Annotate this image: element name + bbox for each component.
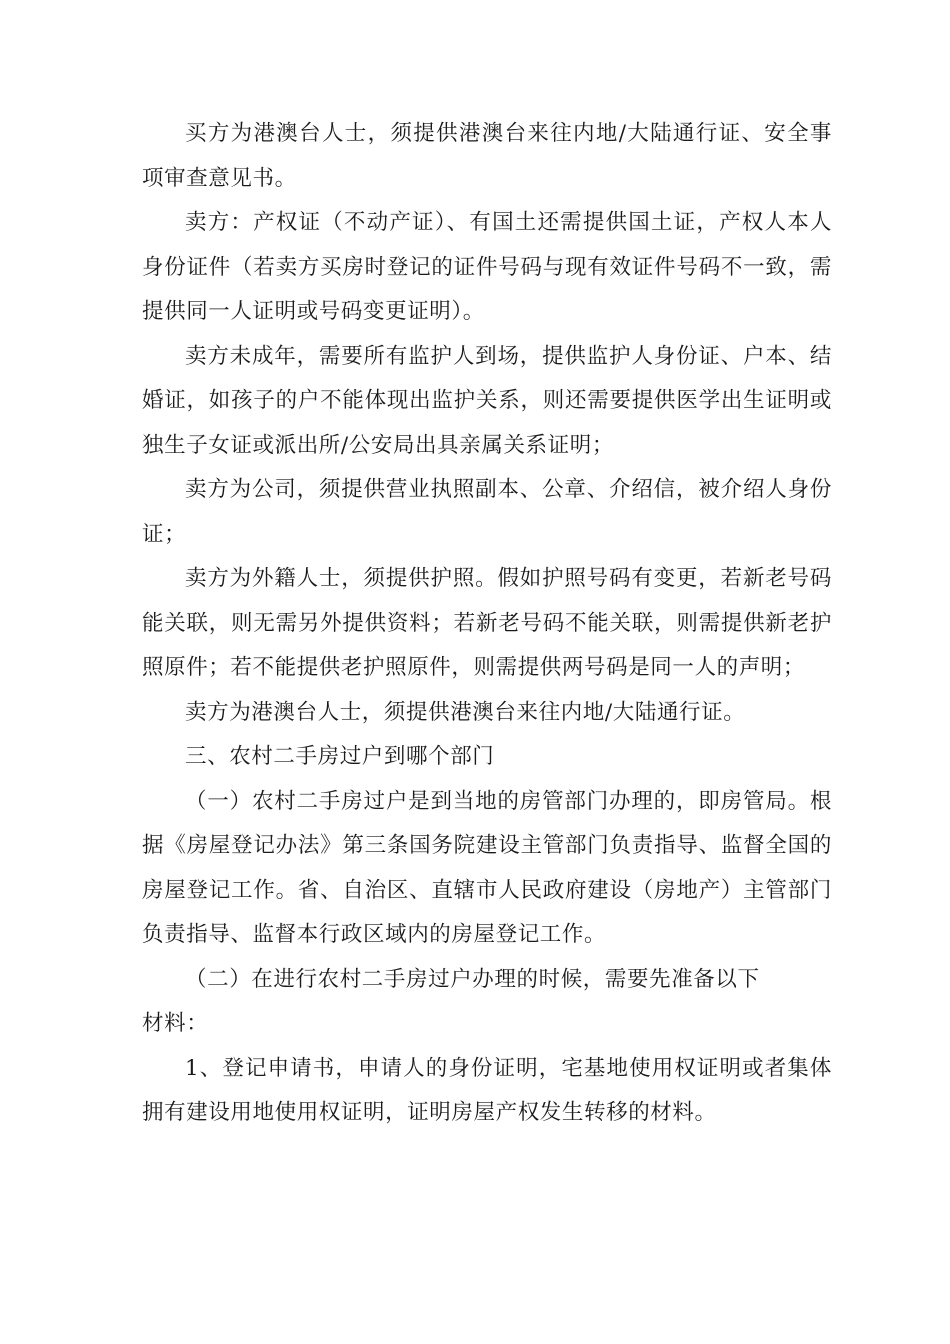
section-heading-department: 三、农村二手房过户到哪个部门 (185, 744, 495, 769)
paragraph-material-item-1: 1、登记申请书，申请人的身份证明，宅基地使用权证明或者集体拥有建设用地使用权证明，证明房屋产权发生转移的材料。 (142, 1055, 832, 1125)
paragraph-seller-minor: 卖方未成年，需要所有监护人到场，提供监护人身份证、户本、结婚证，如孩子的户不能体现出监护关系，则还需要提供医学出生证明或独生子女证或派出所/公安局出具亲属关系证明； (142, 343, 832, 458)
paragraph-seller-company: 卖方为公司，须提供营业执照副本、公章、介绍信，被介绍人身份证； (142, 477, 832, 547)
paragraph-seller-property-certificate: 卖方：产权证（不动产证）、有国土还需提供国土证，产权人本人身份证件（若卖方买房时登记的证件号码与现有效证件号码不一致，需提供同一人证明或号码变更证明）。 (142, 210, 832, 324)
paragraph-buyer-hk-macau-taiwan: 买方为港澳台人士，须提供港澳台来往内地/大陆通行证、安全事项审查意见书。 (142, 121, 832, 191)
paragraph-materials-intro: （二）在进行农村二手房过户办理的时候，需要先准备以下 (185, 966, 760, 992)
paragraph-housing-authority: （一）农村二手房过户是到当地的房管部门办理的，即房管局。根据《房屋登记办法》第三条国务院建设主管部门负责指导、监督全国的房屋登记工作。省、自治区、直辖市人民政府建设（房地产）主管部门负责指导、监督本行政区域内的房屋登记工作。 (142, 788, 832, 947)
paragraph-seller-hk-macau-taiwan: 卖方为港澳台人士，须提供港澳台来往内地/大陆通行证。 (185, 699, 746, 725)
paragraph-seller-foreigner: 卖方为外籍人士，须提供护照。假如护照号码有变更，若新老号码能关联，则无需另外提供资料；若新老号码不能关联，则需提供新老护照原件；若不能提供老护照原件，则需提供两号码是同一人的声明； (142, 566, 832, 680)
document-body (142, 112, 832, 1136)
paragraph-materials-label: 材料： (142, 1011, 209, 1036)
